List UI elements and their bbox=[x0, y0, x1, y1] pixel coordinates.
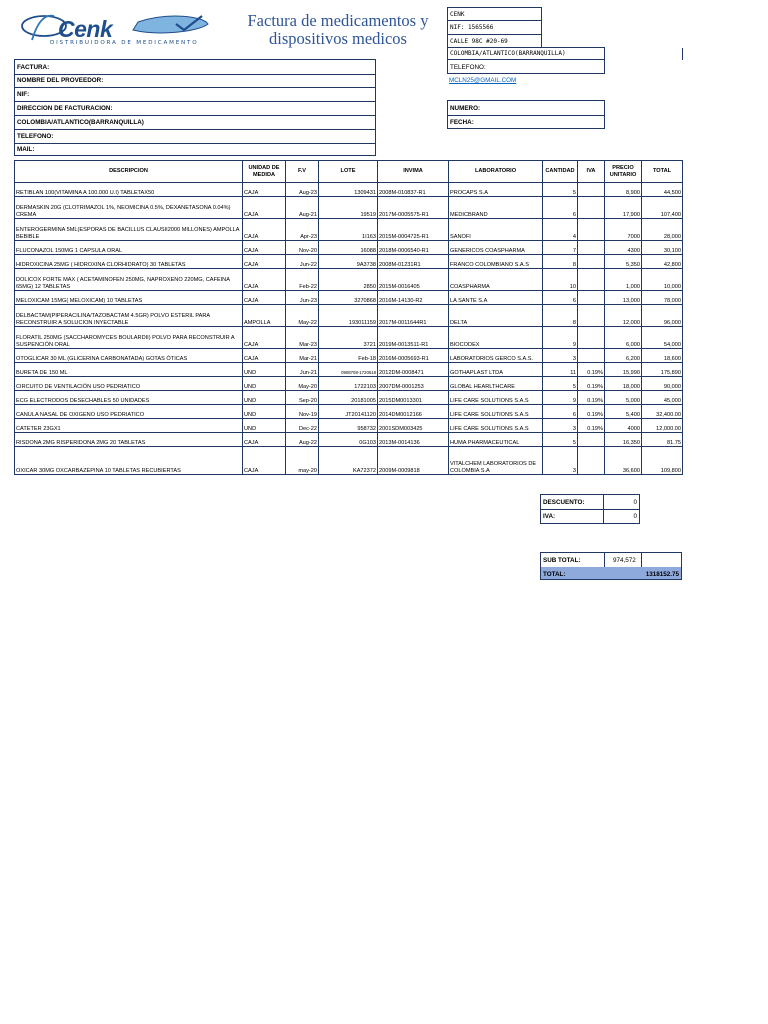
table-row bbox=[15, 363, 683, 377]
cell-lote: 20181005 bbox=[319, 391, 378, 405]
total-label: TOTAL: bbox=[543, 571, 566, 578]
cell-lab: COASPHARMA bbox=[449, 269, 543, 291]
cell-desc: DERMASKIN 20G (CLOTRIMAZOL 1%, NEOMICINA 0.5%, DEXANETASONA 0.04%) CREMA bbox=[15, 197, 243, 219]
cell-cant: 8 bbox=[543, 255, 578, 269]
cell-total: 18,600 bbox=[642, 349, 683, 363]
cell-cant: 4 bbox=[543, 219, 578, 241]
cell-precio: 6,000 bbox=[605, 327, 642, 349]
cell-lab: LIFE CARE SOLUTIONS S.A.S bbox=[449, 419, 543, 433]
cell-lote: 1722103 bbox=[319, 377, 378, 391]
cell-total: 30,100 bbox=[642, 241, 683, 255]
total-value: 1318152.75 bbox=[645, 571, 679, 578]
cell-lab: MEDICBRAND bbox=[449, 197, 543, 219]
cell-invima: 2001SDM003425 bbox=[378, 419, 449, 433]
cell-lab: SANOFI bbox=[449, 219, 543, 241]
cell-fv: Sep-20 bbox=[286, 391, 319, 405]
table-row bbox=[15, 255, 683, 269]
cell-desc: CATETER 23GX1 bbox=[15, 419, 243, 433]
cell-lote: 16088 bbox=[319, 241, 378, 255]
table-row bbox=[15, 419, 683, 433]
header-descripcion: DESCRIPCION bbox=[15, 161, 243, 183]
table-row bbox=[15, 405, 683, 419]
cell-cant: 9 bbox=[543, 391, 578, 405]
table-row bbox=[15, 291, 683, 305]
fecha-label: FECHA: bbox=[450, 119, 474, 126]
cell-total: 90,000 bbox=[642, 377, 683, 391]
table-row bbox=[15, 349, 683, 363]
cell-invima: 2017M-0005575-R1 bbox=[378, 197, 449, 219]
cell-cant: 7 bbox=[543, 241, 578, 255]
logo-wordmark: Cenk bbox=[58, 16, 113, 42]
cell-unidad: UND bbox=[243, 419, 286, 433]
numero-label: NUMERO: bbox=[450, 105, 481, 112]
cell-unidad: UND bbox=[243, 377, 286, 391]
subtotal-label: SUB TOTAL: bbox=[543, 557, 581, 564]
divider bbox=[682, 48, 683, 60]
cell-iva: 0.19% bbox=[578, 405, 605, 419]
mail-label: MAIL: bbox=[17, 146, 35, 153]
cell-lab: LIFE CARE SOLUTIONS S.A.S bbox=[449, 391, 543, 405]
cell-unidad: CAJA bbox=[243, 447, 286, 475]
cell-lote: 0G103 bbox=[319, 433, 378, 447]
cell-total: 45,000 bbox=[642, 391, 683, 405]
cell-precio: 5,400 bbox=[605, 405, 642, 419]
cell-iva bbox=[578, 269, 605, 291]
table-row bbox=[15, 183, 683, 197]
cell-unidad: UND bbox=[243, 405, 286, 419]
cell-lote: KA72372 bbox=[319, 447, 378, 475]
cell-lote: 9A3738 bbox=[319, 255, 378, 269]
cell-precio: 18,000 bbox=[605, 377, 642, 391]
nif-label: NIF: bbox=[17, 91, 30, 98]
cell-precio: 4000 bbox=[605, 419, 642, 433]
ciudad-value: COLOMBIA/ATLANTICO(BARRANQUILLA) bbox=[17, 119, 144, 126]
company-city: COLOMBIA/ATLANTICO(BARRANQUILLA) bbox=[450, 50, 566, 57]
subtotal-value: 974,572 bbox=[613, 557, 636, 564]
cell-iva bbox=[578, 349, 605, 363]
cell-iva bbox=[578, 433, 605, 447]
header-cantidad: CANTIDAD bbox=[543, 161, 578, 183]
cell-invima: 2017M-0011644R1 bbox=[378, 305, 449, 327]
cell-lab: FRANCO COLOMBIANO S.A.S bbox=[449, 255, 543, 269]
telefono-label: TELEFONO: bbox=[17, 133, 54, 140]
cell-precio: 16,350 bbox=[605, 433, 642, 447]
cell-unidad: CAJA bbox=[243, 433, 286, 447]
title-line-2: dispositivos medicos bbox=[269, 29, 407, 48]
direccion-label: DIRECCION DE FACTURACION: bbox=[17, 105, 113, 112]
cell-lote: 193011159 bbox=[319, 305, 378, 327]
cell-total: 32,400.00 bbox=[642, 405, 683, 419]
cell-desc: CANULA NASAL DE OXIGENO USO PEDRIATICO bbox=[15, 405, 243, 419]
cell-lote: 2850 bbox=[319, 269, 378, 291]
cell-precio: 1,000 bbox=[605, 269, 642, 291]
iva-value: 0 bbox=[633, 513, 637, 520]
cell-unidad: UND bbox=[243, 363, 286, 377]
cell-precio: 6,200 bbox=[605, 349, 642, 363]
cell-iva bbox=[578, 327, 605, 349]
cell-total: 81.75 bbox=[642, 433, 683, 447]
cell-lote: 1309431 bbox=[319, 183, 378, 197]
cell-precio: 8,900 bbox=[605, 183, 642, 197]
cell-unidad: CAJA bbox=[243, 241, 286, 255]
cell-cant: 6 bbox=[543, 291, 578, 305]
cell-invima: 2015DM0013301 bbox=[378, 391, 449, 405]
table-row bbox=[15, 305, 683, 327]
cell-total: 107,400 bbox=[642, 197, 683, 219]
cell-desc: RETIBLAN 100(VITAMINA A 100.000 U.I) TABLETAX50 bbox=[15, 183, 243, 197]
cell-total: 54,000 bbox=[642, 327, 683, 349]
company-contact-box bbox=[447, 47, 605, 74]
cell-cant: 5 bbox=[543, 183, 578, 197]
cell-unidad: CAJA bbox=[243, 349, 286, 363]
cell-unidad: CAJA bbox=[243, 269, 286, 291]
cell-cant: 8 bbox=[543, 305, 578, 327]
cell-desc: RISDONA 2MG RISPERIDONA 2MG 20 TABLETAS bbox=[15, 433, 243, 447]
invoice-meta-box bbox=[447, 100, 605, 129]
cell-cant: 6 bbox=[543, 405, 578, 419]
table-row bbox=[15, 433, 683, 447]
cell-desc: HIDROXICINA 25MG ( HIDROXINA CLORHIDRATO) 30 TABLETAS bbox=[15, 255, 243, 269]
cell-fv: Nov-20 bbox=[286, 241, 319, 255]
cell-lote: Feb-18 bbox=[319, 349, 378, 363]
cell-unidad: CAJA bbox=[243, 291, 286, 305]
cell-fv: Jun-23 bbox=[286, 291, 319, 305]
cell-desc: CIRCUITO DE VENTILACIÓN USO PEDRIATICO bbox=[15, 377, 243, 391]
cell-lote: JT20141120 bbox=[319, 405, 378, 419]
cell-lab: GOTHAPLAST LTDA bbox=[449, 363, 543, 377]
cell-cant: 10 bbox=[543, 269, 578, 291]
cell-cant: 5 bbox=[543, 377, 578, 391]
cell-unidad: CAJA bbox=[243, 327, 286, 349]
cell-lab: PROCAPS S.A bbox=[449, 183, 543, 197]
cell-desc: MELOXICAM 15MG( MELOXICAM) 10 TABLETAS bbox=[15, 291, 243, 305]
company-logo bbox=[18, 10, 218, 50]
title-line-1: Factura de medicamentos y bbox=[247, 11, 429, 30]
company-address: CALLE 98C #20-69 bbox=[450, 38, 508, 45]
table-row bbox=[15, 219, 683, 241]
cell-fv: May-20 bbox=[286, 377, 319, 391]
cell-total: 42,800 bbox=[642, 255, 683, 269]
cell-total: 12,000.00 bbox=[642, 419, 683, 433]
cell-invima: 2007DM-0001253 bbox=[378, 377, 449, 391]
cell-desc: FLORATIL 250MG (SACCHAROMYCES BOULARDII) POLVO PARA RECONSTRUIR A SUSPENCIÓN ORAL bbox=[15, 327, 243, 349]
cell-unidad: CAJA bbox=[243, 197, 286, 219]
cell-desc: FLUCONAZOL 150MG 1 CAPSULA ORAL bbox=[15, 241, 243, 255]
buyer-info-box bbox=[14, 59, 376, 156]
cell-invima: 2009M-0009818 bbox=[378, 447, 449, 475]
company-phone-label: TELEFONO: bbox=[450, 64, 486, 71]
header-invima: INVIMA bbox=[378, 161, 449, 183]
cell-iva bbox=[578, 447, 605, 475]
document-title bbox=[238, 12, 438, 48]
cell-cant: 3 bbox=[543, 419, 578, 433]
cell-unidad: AMPOLLA bbox=[243, 305, 286, 327]
table-row bbox=[15, 197, 683, 219]
cell-iva: 0.19% bbox=[578, 419, 605, 433]
cell-iva: 0.19% bbox=[578, 377, 605, 391]
header-laboratorio: LABORATORIO bbox=[449, 161, 543, 183]
cell-desc: OXICAR 30MG OXCARBAZEPINA 10 TABLETAS RECUBIERTAS bbox=[15, 447, 243, 475]
cell-fv: Mar-21 bbox=[286, 349, 319, 363]
cell-iva bbox=[578, 255, 605, 269]
cell-fv: Feb-22 bbox=[286, 269, 319, 291]
cell-fv: Aug-22 bbox=[286, 433, 319, 447]
table-row bbox=[15, 391, 683, 405]
cell-lote: 19519 bbox=[319, 197, 378, 219]
cell-fv: Jun-22 bbox=[286, 255, 319, 269]
cell-cant: 6 bbox=[543, 197, 578, 219]
cell-fv: Dec-22 bbox=[286, 419, 319, 433]
cell-iva bbox=[578, 183, 605, 197]
table-row bbox=[15, 377, 683, 391]
table-header-row bbox=[15, 161, 683, 183]
table-row bbox=[15, 241, 683, 255]
cell-precio: 13,000 bbox=[605, 291, 642, 305]
cell-invima: 2016M-14130-R2 bbox=[378, 291, 449, 305]
proveedor-label: NOMBRE DEL PROVEEDOR: bbox=[17, 77, 104, 84]
table-row bbox=[15, 327, 683, 349]
header-precio: PRECIO UNITARIO bbox=[605, 161, 642, 183]
cell-total: 28,000 bbox=[642, 219, 683, 241]
items-body bbox=[15, 183, 683, 475]
table-row bbox=[15, 447, 683, 475]
cell-lab: BIOCODEX bbox=[449, 327, 543, 349]
cell-fv: Aug-23 bbox=[286, 183, 319, 197]
cell-total: 175,890 bbox=[642, 363, 683, 377]
cell-invima: 2014DM0012166 bbox=[378, 405, 449, 419]
cell-cant: 5 bbox=[543, 433, 578, 447]
cell-invima: 2018M-0006540-R1 bbox=[378, 241, 449, 255]
header-lote: LOTE bbox=[319, 161, 378, 183]
cell-cant: 3 bbox=[543, 349, 578, 363]
cell-precio: 17,900 bbox=[605, 197, 642, 219]
cell-lote: 3721 bbox=[319, 327, 378, 349]
header-unidad: UNIDAD DE MEDIDA bbox=[243, 161, 286, 183]
cell-precio: 15,990 bbox=[605, 363, 642, 377]
cell-unidad: CAJA bbox=[243, 183, 286, 197]
cell-lote: 3270868 bbox=[319, 291, 378, 305]
cell-total: 109,800 bbox=[642, 447, 683, 475]
cell-invima: 2008M-01231R1 bbox=[378, 255, 449, 269]
cell-precio: 12,000 bbox=[605, 305, 642, 327]
header-iva: IVA bbox=[578, 161, 605, 183]
cell-unidad: UND bbox=[243, 391, 286, 405]
cell-lote: 1I163 bbox=[319, 219, 378, 241]
cell-iva: 0.19% bbox=[578, 391, 605, 405]
cell-desc: ECG ELECTRODOS DESECHABLES 50 UNIDADES bbox=[15, 391, 243, 405]
cell-fv: Nov-19 bbox=[286, 405, 319, 419]
cell-fv: Aug-21 bbox=[286, 197, 319, 219]
cell-fv: May-22 bbox=[286, 305, 319, 327]
cell-invima: 2019M-0013511-R1 bbox=[378, 327, 449, 349]
descuento-label: DESCUENTO: bbox=[543, 499, 585, 506]
cell-lab: DELTA bbox=[449, 305, 543, 327]
cell-invima: 2008M-010837-R1 bbox=[378, 183, 449, 197]
cell-lab: VITALCHEM LABORATORIOS DE COLOMBIA S.A bbox=[449, 447, 543, 475]
cell-total: 96,000 bbox=[642, 305, 683, 327]
cell-precio: 5,350 bbox=[605, 255, 642, 269]
cell-lab: HUMA PHARMACEUTICAL bbox=[449, 433, 543, 447]
cell-cant: 9 bbox=[543, 327, 578, 349]
company-info-box bbox=[447, 7, 542, 48]
cell-invima: 2012DM-0008471 bbox=[378, 363, 449, 377]
header-fv: F.V bbox=[286, 161, 319, 183]
cell-fv: Apr-23 bbox=[286, 219, 319, 241]
cell-precio: 7000 bbox=[605, 219, 642, 241]
cell-iva bbox=[578, 305, 605, 327]
items-table bbox=[14, 160, 683, 475]
iva-label: IVA: bbox=[543, 513, 556, 520]
cell-invima: 2013M-0014136 bbox=[378, 433, 449, 447]
totals-box bbox=[540, 552, 682, 580]
cell-unidad: CAJA bbox=[243, 219, 286, 241]
cell-invima: 2015M-0016405 bbox=[378, 269, 449, 291]
cell-lab: LIFE CARE SOLUTIONS S.A.S bbox=[449, 405, 543, 419]
cell-invima: 2016M-0005693-R1 bbox=[378, 349, 449, 363]
cell-desc: ENTEROGERMINA 5ML(ESPORAS DE BACILLUS CLAUSII2000 MILLONES) AMPOLLA BEBIBLE bbox=[15, 219, 243, 241]
cell-cant: 11 bbox=[543, 363, 578, 377]
table-row bbox=[15, 269, 683, 291]
company-email-link[interactable]: MCLN25@GMAIL.COM bbox=[449, 77, 517, 84]
cell-lab: GENERICOS COASPHARMA bbox=[449, 241, 543, 255]
cell-fv: may-20 bbox=[286, 447, 319, 475]
cell-iva bbox=[578, 219, 605, 241]
cell-lab: LA SANTE S.A bbox=[449, 291, 543, 305]
cell-total: 78,000 bbox=[642, 291, 683, 305]
cell-desc: DELBACTAM(PIPERACILINA/TAZOBACTAM 4.5GR) POLVO ESTERIL PARA RECONSTRUIR A SOLUCION INYECTABLE bbox=[15, 305, 243, 327]
company-name: CENK bbox=[450, 11, 465, 18]
company-nif: NIF: 1565566 bbox=[450, 24, 494, 31]
cell-cant: 3 bbox=[543, 447, 578, 475]
discount-box bbox=[540, 494, 640, 524]
factura-label: FACTURA: bbox=[17, 64, 50, 71]
cell-lote: 0908708-1720618 bbox=[319, 363, 378, 377]
cell-lab: GLOBAL HEARLTHCARE bbox=[449, 377, 543, 391]
cell-total: 44,500 bbox=[642, 183, 683, 197]
cell-unidad: CAJA bbox=[243, 255, 286, 269]
cell-fv: Mar-23 bbox=[286, 327, 319, 349]
cell-lote: 958732 bbox=[319, 419, 378, 433]
logo-tagline: DISTRIBUIDORA DE MEDICAMENTO bbox=[50, 40, 199, 46]
cell-iva: 0.19% bbox=[578, 363, 605, 377]
cell-desc: BURETA DE 150 ML bbox=[15, 363, 243, 377]
cell-desc: DOLICOX FORTE MAX ( ACETAMINOFEN 250MG, NAPROXENO 220MG, CAFEINA 65MG) 12 TABLETAS bbox=[15, 269, 243, 291]
cell-invima: 2015M-0004725-R1 bbox=[378, 219, 449, 241]
cell-total: 10,000 bbox=[642, 269, 683, 291]
cell-fv: Jun-21 bbox=[286, 363, 319, 377]
cell-lab: LABORATORIOS GERCO S.A.S. bbox=[449, 349, 543, 363]
cell-precio: 36,600 bbox=[605, 447, 642, 475]
header-total: TOTAL bbox=[642, 161, 683, 183]
cell-precio: 4300 bbox=[605, 241, 642, 255]
cell-iva bbox=[578, 241, 605, 255]
descuento-value: 0 bbox=[633, 499, 637, 506]
cell-iva bbox=[578, 197, 605, 219]
cell-precio: 5,000 bbox=[605, 391, 642, 405]
cell-iva bbox=[578, 291, 605, 305]
cell-desc: OTOGLICAR 30 ML (GLICERINA CARBONATADA) GOTAS ÓTICAS bbox=[15, 349, 243, 363]
